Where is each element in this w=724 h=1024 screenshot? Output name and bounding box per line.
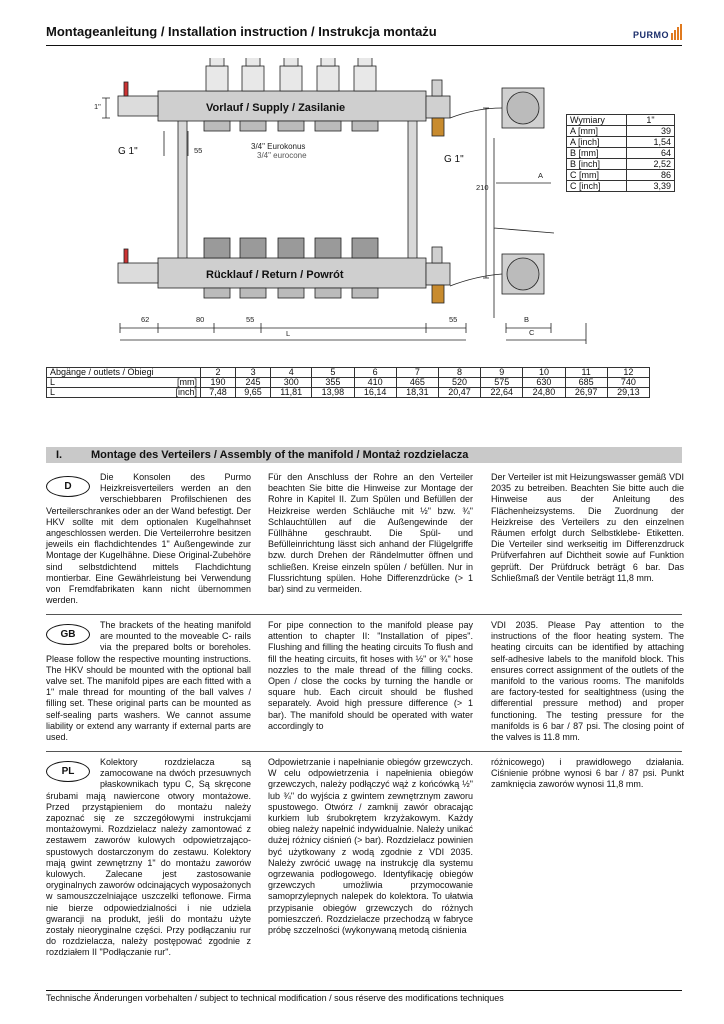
table-cell: 18,31 bbox=[396, 388, 438, 398]
table-header-cell bbox=[47, 388, 201, 398]
table-row bbox=[567, 126, 675, 137]
table-cell: 24,80 bbox=[523, 388, 565, 398]
section-heading bbox=[46, 447, 682, 463]
dim-62: 62 bbox=[141, 315, 150, 324]
dim-55-bottom: 55 bbox=[246, 315, 255, 324]
table-cell: 7 bbox=[396, 368, 438, 378]
table-cell: 685 bbox=[565, 378, 607, 388]
text-block-de bbox=[46, 472, 682, 612]
table-cell: 465 bbox=[396, 378, 438, 388]
paragraph: Die Konsolen des Purmo Heizkreisverteilers werden an den verschiebbaren Profilschienen des Verteilerschrankes oder an der Wand befestigt. Der HKV sollte mit dem optionalen Kugelhahnset angeschlossen werden. Die Verteilerrohre besitzen jeweils ein flachdichtendes 1" Außengewinde zur Montage der Kugelhähne. Diese Original-Zubehöre sind selbstdichtend mittels Flachdichtung montierbar. Eine Gewährleistung bei Verwendung von Fremdfabrikaten kann nicht übernommen werden. bbox=[46, 472, 251, 606]
g-thread-right: G 1" bbox=[444, 154, 464, 165]
text-column bbox=[491, 472, 684, 584]
header-rule bbox=[46, 45, 682, 46]
paragraph: Kolektory rozdzielacza są zamocowane na dwóch przesuwnych płaskownikach typu C, Są skręcone śrubami mają nawiercone otwory montażowe. Przed przystąpieniem do montażu należy zapoznać się ze szczegółowymi instrukcjami montażowymi. Rozdzielacz należy zamontować z zestawem zaworów kulowych odpowietrzająco-spustowych dostarczonym do zestawu. Kolektory mają gwint zewnętrzny 1" do montażu zaworów kulowych. Zalecane jest zastosowanie oryginalnych zaworów odcinających wyposażonych w samouszczelniające uszczelki teflonowe. Firma nie bierze odpowiedzialności i nie udziela gwarancji na produkt, jeśli do montażu użyte zostały nieoryginalne części. Przy podłączaniu rur do rozdzielacza, należy postępować zgodnie z rozdziałem II "Podłączanie rur". bbox=[46, 757, 251, 958]
table-cell: C [mm] bbox=[567, 170, 627, 181]
table-header-cell: Abgänge / outlets / Obiegi bbox=[47, 368, 201, 378]
table-cell: 22,64 bbox=[481, 388, 523, 398]
row-label: L bbox=[50, 387, 56, 397]
dim-210: 210 bbox=[476, 183, 489, 192]
table-cell: 3 bbox=[236, 368, 271, 378]
text-column bbox=[491, 620, 684, 743]
table-row bbox=[567, 137, 675, 148]
block-divider bbox=[46, 751, 682, 752]
table-cell: 16,14 bbox=[354, 388, 396, 398]
table-cell: 5 bbox=[312, 368, 354, 378]
table-cell: 7,48 bbox=[201, 388, 236, 398]
paragraph: Odpowietrzanie i napełnianie obiegów grzewczych. W celu odpowietrzenia i napełnienia obiegów grzewczych, należy podłączyć wąż z końcówką ½" lub ¾" do wyjścia z gwintem zewnętrznym zaworu spustowego. Otwórz / zamknij zawór obracając kurkiem lub śrubokrętem krzyżakowym. Każdy obieg należy napełnić indywidualnie. Należy unikać dużej różnicy ciśnień (> bar). Rozdzielacz powinien być użytkowany z wodą zgodnie z VDI 2035. Należy zwrócić uwagę na instrukcję dla systemu ogrzewania podłogowego. Identyfikację obiegów grzewczych umożliwia przymocowanie samoprzylepnych nalepek do kolektora. To ułatwia przypisanie obiegów grzewczych do różnych pomieszczeń. Rozdzielacze przechodzą w fabryce próbę szczelności (wykonywaną metodą ciśnienia bbox=[268, 757, 473, 936]
table-cell: 64 bbox=[627, 148, 675, 159]
text-column bbox=[46, 620, 251, 743]
language-badge-de: D bbox=[46, 476, 90, 497]
manifold-drawing bbox=[46, 58, 682, 350]
language-badge-pl: PL bbox=[46, 761, 90, 782]
outlets-table bbox=[46, 367, 650, 398]
text-column bbox=[491, 757, 684, 791]
text-column bbox=[46, 472, 251, 606]
eurokonus-en: 3/4" eurocone bbox=[257, 151, 307, 160]
text-column bbox=[268, 757, 473, 936]
table-cell: 6 bbox=[354, 368, 396, 378]
table-cell: 9 bbox=[481, 368, 523, 378]
table-cell: 12 bbox=[607, 368, 649, 378]
table-cell: 410 bbox=[354, 378, 396, 388]
table-cell: B [mm] bbox=[567, 148, 627, 159]
table-row bbox=[47, 368, 650, 378]
footer-note: Technische Änderungen vorbehalten / subject to technical modification / sous réserve des modifications techniques bbox=[46, 993, 504, 1003]
dim-c: C bbox=[529, 328, 535, 337]
table-cell: 245 bbox=[236, 378, 271, 388]
g-thread-left: G 1" bbox=[118, 146, 138, 157]
row-label: L bbox=[50, 377, 56, 387]
brand-mark-icon bbox=[671, 24, 682, 40]
table-cell: 1,54 bbox=[627, 137, 675, 148]
eurokonus-de: 3/4" Eurokonus bbox=[251, 142, 306, 151]
table-row bbox=[47, 378, 650, 388]
section-title: Montage des Verteilers / Assembly of the manifold / Montaż rozdzielacza bbox=[91, 449, 469, 461]
table-cell: 86 bbox=[627, 170, 675, 181]
table-cell: 10 bbox=[523, 368, 565, 378]
paragraph: The brackets of the heating manifold are mounted to the moveable C- rails via the prepared bolts or boreholes. Please follow the respective mounting instructions. The HKV should be mounted with the optional ball valve set. The manifold pipes are each fitted with a 1" male thread for mounting of the ball valves / filling set. These original parts can be mounted as self-sealing parts washers. We cannot assume liability or extend any warranty if external parts are used. bbox=[46, 620, 251, 743]
manifold-drawing-svg bbox=[46, 58, 682, 350]
table-row bbox=[567, 170, 675, 181]
return-label: Rücklauf / Return / Powrót bbox=[206, 269, 344, 281]
paragraph: Der Verteiler ist mit Heizungswasser gemäß VDI 2035 zu betreiben. Beachten Sie bitte auch die Hinweise aus der Anleitung des Flächenheizsystems. Die Zuordnung der Heizkreise des Verteilers zu den einzelnen Räumen erfolgt durch Selbstklebe- Etiketten. Die Verteiler sind werkseitig im Differenzdruck Prüfverfahren auf Dichtheit sowie auf Funktion geprüft. Der Prüfdruck beträgt 6 bar. Das Schließmaß der Ventile beträgt 11,8 mm. bbox=[491, 472, 684, 583]
table-cell: 4 bbox=[271, 368, 312, 378]
dim-l: L bbox=[286, 329, 291, 338]
footer-rule bbox=[46, 990, 682, 991]
table-cell: 11,81 bbox=[271, 388, 312, 398]
purmo-logo bbox=[633, 24, 682, 40]
table-cell: 26,97 bbox=[565, 388, 607, 398]
paragraph: Für den Anschluss der Rohre an den Verteiler beachten Sie bitte die Hinweise zur Montage der Rohre in Kapitel II. Zum Spülen und Befüllen der Heizkreise werden Schläuche mit ½" bzw. ¾" Schlauchtüllen auf die Außengewinde der Füllhähne geschraubt. Die Spül- und Befülleinrichtung lässt sich anhand der Flügelgriffe bzw. durch Drehen der Rändelmutter öffnen und schließen. Kreise einzeln spülen / befüllen. Nur in Flussrichtung spülen. Hohe Differenzdrücke (> 1 bar) sind zu vermeiden. bbox=[268, 472, 473, 595]
table-cell: 2 bbox=[201, 368, 236, 378]
dim-b: B bbox=[524, 315, 530, 324]
row-unit: [mm] bbox=[177, 377, 197, 387]
table-cell: 630 bbox=[523, 378, 565, 388]
dim-1inch: 1" bbox=[94, 102, 101, 111]
table-cell: 300 bbox=[271, 378, 312, 388]
page-title: Montageanleitung / Installation instruction / Instrukcja montażu bbox=[46, 24, 437, 39]
table-cell: 2,52 bbox=[627, 159, 675, 170]
dimensions-table bbox=[566, 114, 675, 192]
table-cell: C [inch] bbox=[567, 181, 627, 192]
table-cell: 575 bbox=[481, 378, 523, 388]
table-cell: 8 bbox=[438, 368, 480, 378]
table-cell: 29,13 bbox=[607, 388, 649, 398]
table-cell: 20,47 bbox=[438, 388, 480, 398]
dim-55-right: 55 bbox=[449, 315, 458, 324]
table-header-cell: Wymiary bbox=[567, 115, 627, 126]
dim-55-top: 55 bbox=[194, 146, 203, 155]
row-unit: [inch] bbox=[175, 387, 197, 397]
table-cell: A [inch] bbox=[567, 137, 627, 148]
table-cell: 9,65 bbox=[236, 388, 271, 398]
table-cell: B [inch] bbox=[567, 159, 627, 170]
table-header-cell: 1" bbox=[627, 115, 675, 126]
paragraph: VDI 2035. Please Pay attention to the instructions of the floor heating system. The heating circuits can be identified by attaching self-adhesive labels to the manifold block. This ensures correct assignment of the outlets of the manifold to the various rooms. The manifolds are factory-tested for sealtightness (using the differential pressure method) and proper functioning. The testing pressure for the manifolds is 6 bar / 87 psi. The closing point of the valves is 11.8 mm. bbox=[491, 620, 684, 743]
table-row bbox=[567, 148, 675, 159]
table-header-cell bbox=[47, 378, 201, 388]
table-cell: 520 bbox=[438, 378, 480, 388]
table-row bbox=[47, 388, 650, 398]
table-cell: 39 bbox=[627, 126, 675, 137]
table-cell: 13,98 bbox=[312, 388, 354, 398]
language-badge-gb: GB bbox=[46, 624, 90, 645]
table-row bbox=[567, 159, 675, 170]
table-cell: 11 bbox=[565, 368, 607, 378]
brand-name: PURMO bbox=[633, 30, 669, 40]
dim-a: A bbox=[538, 171, 544, 180]
page-header bbox=[46, 24, 682, 46]
table-row bbox=[567, 181, 675, 192]
table-cell: 3,39 bbox=[627, 181, 675, 192]
section-number: I. bbox=[56, 449, 63, 461]
table-cell: 355 bbox=[312, 378, 354, 388]
text-column bbox=[268, 472, 473, 595]
dim-80: 80 bbox=[196, 315, 205, 324]
supply-label: Vorlauf / Supply / Zasilanie bbox=[206, 102, 346, 114]
paragraph: For pipe connection to the manifold please pay attention to chapter II: "Installation of pipes". Flushing and filling the heating circuits To flush and fill the heating circuits, fit hoses with ½" or ¾" hose nozzles to the male thread of the filling cocks. Open / close the cocks by turning the handle or square hub. Each circuit should be flushed separately. Avoid high pressure difference (> 1 bar). The manifold should be operated with water accordingly to bbox=[268, 620, 473, 731]
block-divider bbox=[46, 614, 682, 615]
paragraph: różnicowego) i prawidłowego działania. Ciśnienie próbne wynosi 6 bar / 87 psi. Punkt zamknięcia zaworów wynosi 11,8 mm. bbox=[491, 757, 684, 790]
table-row bbox=[567, 115, 675, 126]
table-cell: A [mm] bbox=[567, 126, 627, 137]
table-cell: 740 bbox=[607, 378, 649, 388]
text-block-pl bbox=[46, 757, 682, 985]
text-column bbox=[268, 620, 473, 732]
text-block-gb bbox=[46, 620, 682, 750]
text-column bbox=[46, 757, 251, 959]
table-cell: 190 bbox=[201, 378, 236, 388]
